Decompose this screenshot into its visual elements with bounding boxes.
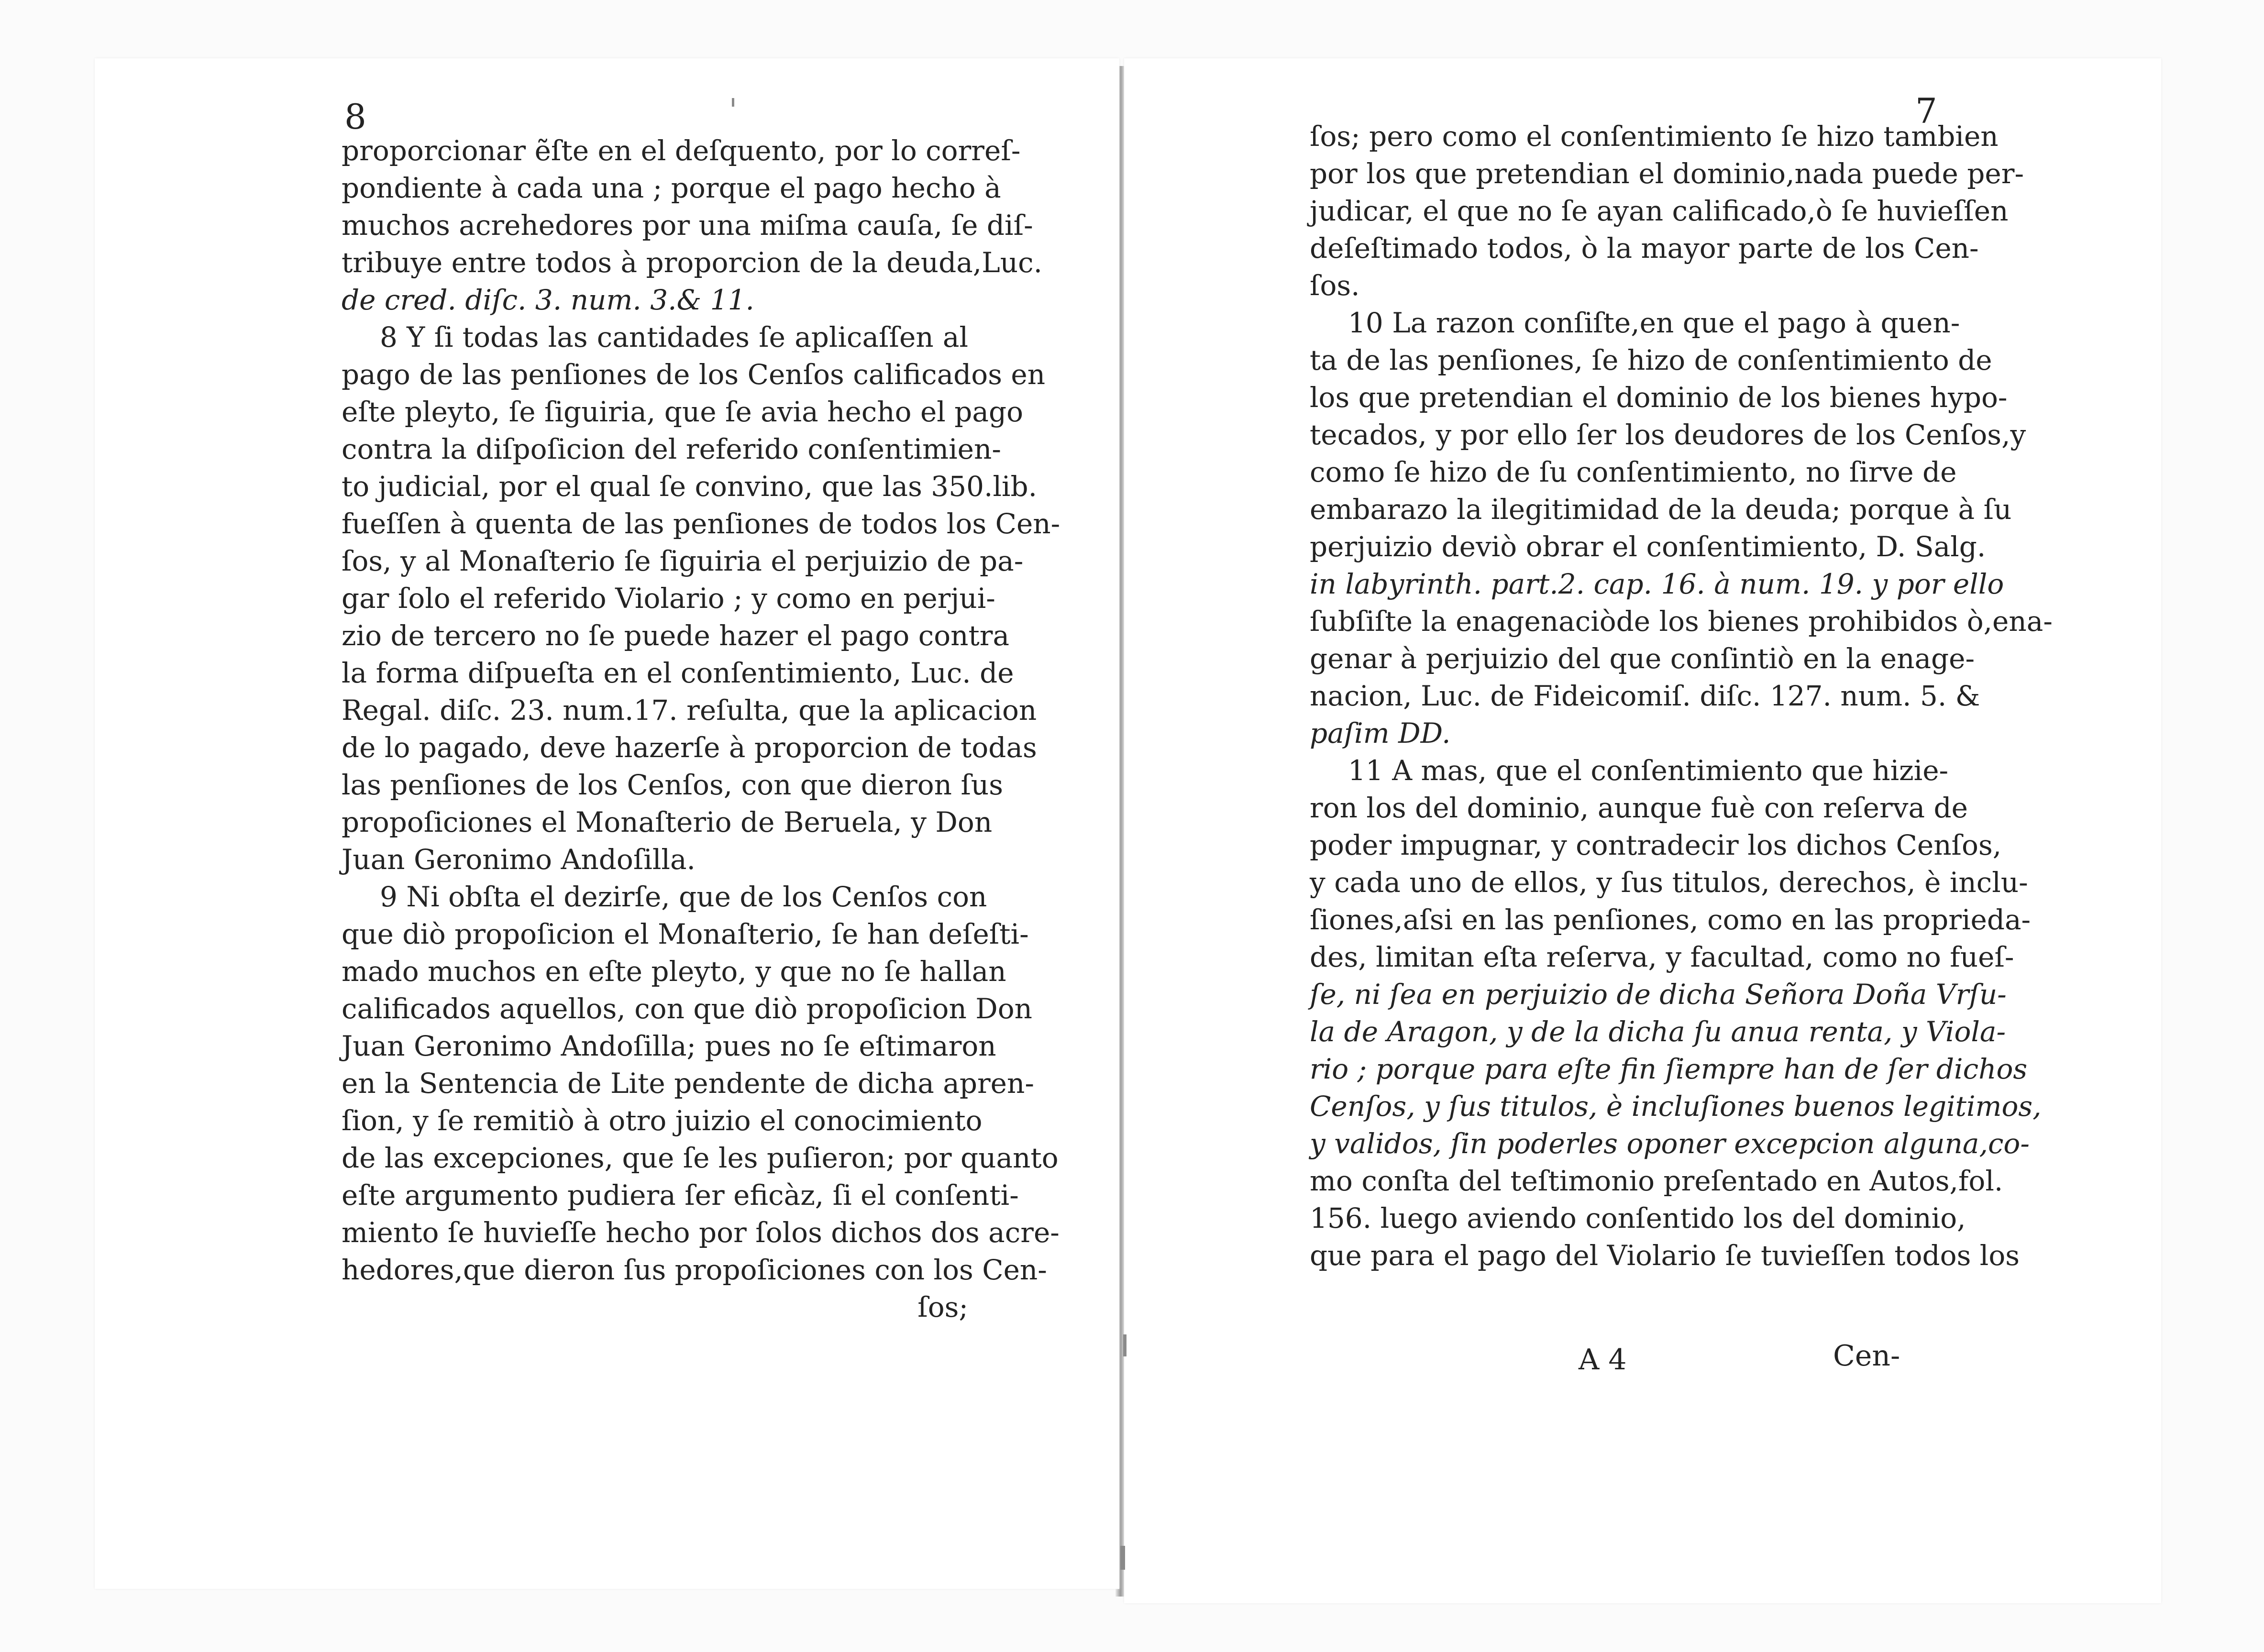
- text-line: de las excepciones, que ſe les puſieron; por quanto: [342, 1142, 1059, 1174]
- text-line: judicar, el que no ſe ayan calificado,ò ſe huvieſſen: [1310, 195, 2009, 227]
- text-line: por los que pretendian el dominio,nada puede per-: [1310, 157, 2024, 190]
- text-line: tecados, y por ello ſer los deudores de los Cenſos,y: [1310, 419, 2026, 451]
- text-line: y cada uno de ellos, y ſus titulos, derechos, è inclu-: [1310, 866, 2028, 899]
- text-line: y validos, ſin poderles oponer excepcion alguna,co-: [1310, 1127, 2030, 1160]
- catchword-left: ſos;: [917, 1291, 968, 1323]
- text-line: de lo pagado, deve hazerſe à proporcion de todas: [342, 731, 1037, 764]
- text-line: muchos acrehedores por una miſma cauſa, ſe diſ-: [342, 209, 1033, 242]
- gutter-mark: [1123, 1334, 1126, 1356]
- gutter-mark: [732, 98, 734, 107]
- text-line: los que pretendian el dominio de los bienes hypo-: [1310, 381, 2008, 414]
- text-line: 156. luego aviendo conſentido los del dominio,: [1310, 1202, 1966, 1234]
- text-line: to judicial, por el qual ſe convino, que las 350.lib.: [342, 470, 1038, 503]
- text-line: de cred. diſc. 3. num. 3.& 11.: [342, 284, 754, 316]
- signature-mark: A 4: [1579, 1343, 1627, 1377]
- gutter-mark: [1120, 1546, 1125, 1570]
- text-line: ſos, y al Monaſterio ſe ſiguiria el perjuizio de pa-: [342, 545, 1024, 577]
- text-line: tribuye entre todos à proporcion de la deuda,Luc.: [342, 246, 1043, 279]
- text-line: Juan Geronimo Andoſilla; pues no ſe eſtimaron: [342, 1030, 996, 1062]
- text-line: mado muchos en eſte pleyto, y que no ſe hallan: [342, 955, 1006, 988]
- text-line: Juan Geronimo Andoſilla.: [342, 843, 696, 876]
- text-line: ſiones,aſsi en las penſiones, como en las proprieda-: [1310, 903, 2031, 936]
- text-line: zio de tercero no ſe puede hazer el pago contra: [342, 619, 1010, 652]
- text-line: rio ; porque para eſte fin ſiempre han de ſer dichos: [1310, 1053, 2028, 1085]
- text-line: in labyrinth. part.2. cap. 16. à num. 19. y por ello: [1310, 568, 2004, 600]
- text-line: miento ſe huvieſſe hecho por ſolos dichos dos acre-: [342, 1216, 1060, 1249]
- text-line: genar à perjuizio del que conſintiò en la enage-: [1310, 642, 1975, 675]
- page-number-right: 7: [1915, 91, 1937, 131]
- text-line: perjuizio deviò obrar el conſentimiento, D. Salg.: [1310, 530, 1986, 563]
- text-line: gar ſolo el referido Violario ; y como en perjui-: [342, 582, 995, 615]
- right-page-text: [1310, 118, 2053, 1274]
- text-line: pago de las penſiones de los Cenſos calificados en: [342, 358, 1046, 391]
- text-line: 8 Y ſi todas las cantidades ſe aplicaſſen al: [380, 321, 968, 353]
- text-line: mo conſta del teſtimonio preſentado en Autos,fol.: [1310, 1165, 2003, 1197]
- text-line: calificados aquellos, con que diò propoſicion Don: [342, 992, 1033, 1025]
- text-line: hedores,que dieron ſus propoſiciones con los Cen-: [342, 1254, 1047, 1286]
- text-line: poder impugnar, y contradecir los dichos Cenſos,: [1310, 829, 2002, 861]
- text-line: embarazo la ilegitimidad de la deuda; porque à ſu: [1310, 493, 2012, 526]
- page-number-left: 8: [344, 97, 366, 137]
- text-line: ſos.: [1310, 269, 1360, 302]
- left-page-text: [342, 132, 1060, 1326]
- text-line: la forma diſpueſta en el conſentimiento, Luc. de: [342, 657, 1014, 689]
- text-line: 11 A mas, que el conſentimiento que hizie-: [1348, 754, 1949, 787]
- text-line: eſte pleyto, ſe ſiguiria, que ſe avia hecho el pago: [342, 396, 1024, 428]
- text-line: como ſe hizo de ſu conſentimiento, no ſirve de: [1310, 456, 1957, 488]
- text-line: en la Sentencia de Lite pendente de dicha apren-: [342, 1067, 1034, 1100]
- text-line: pondiente à cada una ; porque el pago hecho à: [342, 172, 1001, 204]
- text-line: eſte argumento pudiera ſer eficàz, ſi el conſenti-: [342, 1179, 1019, 1211]
- text-line: ſos; pero como el conſentimiento ſe hizo tambien: [1310, 120, 1999, 153]
- text-line: ſe, ni ſea en perjuizio de dicha Señora Doña Vrſu-: [1310, 978, 2007, 1011]
- text-line: ta de las penſiones, ſe hizo de conſentimiento de: [1310, 344, 1992, 376]
- text-line: deſeſtimado todos, ò la mayor parte de los Cen-: [1310, 232, 1979, 264]
- text-line: que diò propoſicion el Monaſterio, ſe han deſeſti-: [342, 918, 1029, 950]
- text-line: Cenſos, y ſus titulos, è incluſiones buenos legitimos,: [1310, 1090, 2042, 1123]
- text-line: ron los del dominio, aunque fuè con reſerva de: [1310, 792, 1968, 824]
- text-line: ſion, y ſe remitiò à otro juizio el conocimiento: [342, 1104, 983, 1137]
- text-line: 10 La razon conſiſte,en que el pago à quen-: [1348, 307, 1960, 339]
- text-line: contra la diſpoſicion del referido conſentimien-: [342, 433, 1001, 465]
- text-line: proporcionar ẽſte en el deſquento, por lo correſ-: [342, 134, 1021, 167]
- text-line: nacion, Luc. de Fideicomiſ. diſc. 127. num. 5. &: [1310, 680, 1980, 712]
- text-line: des, limitan eſta reſerva, y facultad, como no fueſ-: [1310, 941, 2014, 973]
- text-line: las penſiones de los Cenſos, con que dieron ſus: [342, 769, 1004, 801]
- text-line: propoſiciones el Monaſterio de Beruela, y Don: [342, 806, 993, 838]
- text-line: fueſſen à quenta de las penſiones de todos los Cen-: [342, 507, 1060, 540]
- text-line: ſubſiſte la enagenaciòde los bienes prohibidos ò,ena-: [1310, 605, 2053, 638]
- text-line: paſim DD.: [1310, 717, 1451, 749]
- text-line: que para el pago del Violario ſe tuvieſſen todos los: [1310, 1239, 2020, 1272]
- text-line: 9 Ni obſta el dezirſe, que de los Cenſos con: [380, 881, 987, 913]
- text-line: Regal. diſc. 23. num.17. reſulta, que la aplicacion: [342, 694, 1037, 727]
- catchword-right: Cen-: [1833, 1339, 1900, 1373]
- text-line: la de Aragon, y de la dicha ſu anua renta, y Viola-: [1310, 1015, 2006, 1048]
